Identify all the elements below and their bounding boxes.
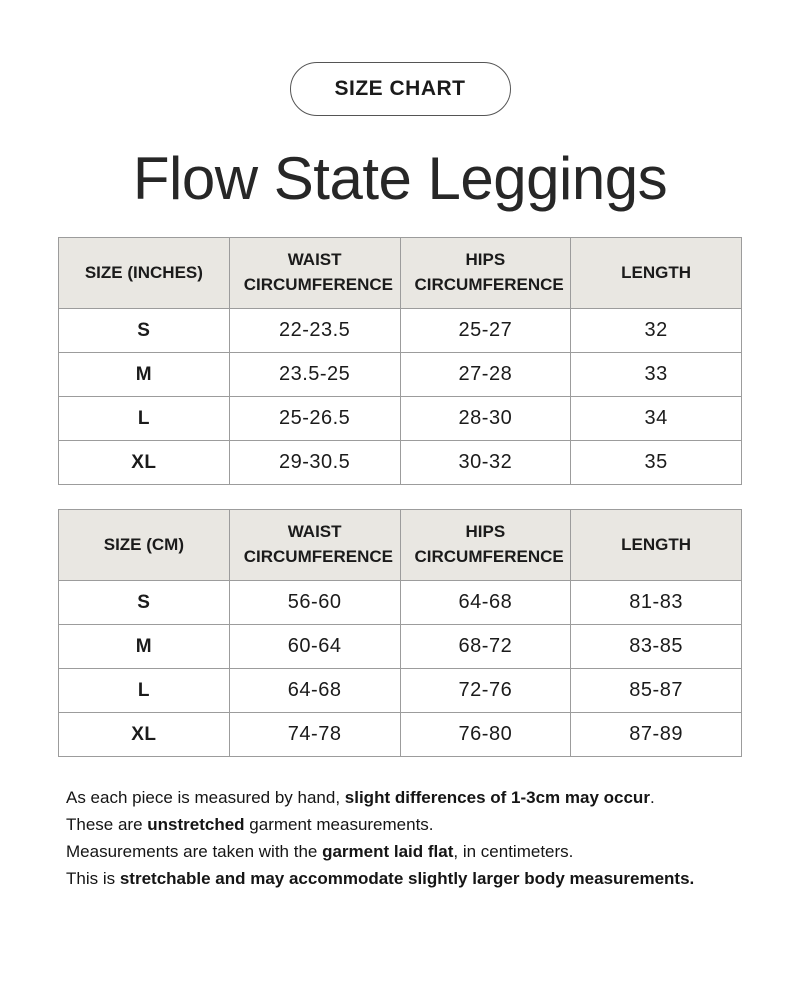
- value-cell: 29-30.5: [229, 441, 400, 485]
- note-text: , in centimeters.: [453, 842, 574, 861]
- note-text: These are: [66, 815, 148, 834]
- size-cell: L: [59, 669, 230, 713]
- value-cell: 35: [571, 441, 742, 485]
- note-bold-text: stretchable and may accommodate slightly larger body measurements.: [119, 869, 695, 888]
- value-cell: 25-26.5: [229, 397, 400, 441]
- header-row: [59, 510, 742, 581]
- value-cell: 60-64: [229, 625, 400, 669]
- size-cell: S: [59, 581, 230, 625]
- size-cell: S: [59, 309, 230, 353]
- value-cell: 74-78: [229, 713, 400, 757]
- value-cell: 87-89: [571, 713, 742, 757]
- value-cell: 76-80: [400, 713, 571, 757]
- header-row: [59, 238, 742, 309]
- header-cell: LENGTH: [571, 238, 742, 309]
- value-cell: 25-27: [400, 309, 571, 353]
- value-cell: 27-28: [400, 353, 571, 397]
- value-cell: 64-68: [400, 581, 571, 625]
- note-bold-text: slight differences of 1-3cm may occur: [344, 788, 650, 807]
- header-cell: SIZE (INCHES): [59, 238, 230, 309]
- value-cell: 22-23.5: [229, 309, 400, 353]
- note-text: .: [649, 788, 655, 807]
- header-cell: HIPS CIRCUMFERENCE: [400, 510, 571, 581]
- value-cell: 68-72: [400, 625, 571, 669]
- value-cell: 23.5-25: [229, 353, 400, 397]
- value-cell: 56-60: [229, 581, 400, 625]
- size-cell: XL: [59, 713, 230, 757]
- value-cell: 32: [571, 309, 742, 353]
- value-cell: 33: [571, 353, 742, 397]
- size-cell: M: [59, 353, 230, 397]
- header-cell: HIPS CIRCUMFERENCE: [400, 238, 571, 309]
- page-title: Flow State Leggings: [132, 145, 668, 212]
- size-chart-badge: [290, 62, 511, 116]
- table-row: [59, 669, 742, 713]
- size-cell: L: [59, 397, 230, 441]
- size-table-cm: [58, 509, 742, 757]
- header-cell: WAIST CIRCUMFERENCE: [229, 238, 400, 309]
- table-row: [59, 397, 742, 441]
- note-text: This is: [66, 869, 120, 888]
- header-cell: SIZE (CM): [59, 510, 230, 581]
- header-cell: WAIST CIRCUMFERENCE: [229, 510, 400, 581]
- value-cell: 28-30: [400, 397, 571, 441]
- note-bold-text: unstretched: [147, 815, 245, 834]
- table-row: [59, 581, 742, 625]
- value-cell: 85-87: [571, 669, 742, 713]
- value-cell: 64-68: [229, 669, 400, 713]
- note-bold-text: garment laid flat: [322, 842, 454, 861]
- table-row: [59, 713, 742, 757]
- size-cell: M: [59, 625, 230, 669]
- note-text: As each piece is measured by hand,: [66, 788, 345, 807]
- note-line: [66, 866, 742, 892]
- measurement-notes: [58, 785, 742, 892]
- size-cell: XL: [59, 441, 230, 485]
- note-text: Measurements are taken with the: [66, 842, 323, 861]
- value-cell: 83-85: [571, 625, 742, 669]
- size-chart-badge-label: SIZE CHART: [334, 77, 466, 100]
- value-cell: 30-32: [400, 441, 571, 485]
- size-table-inches: [58, 237, 742, 485]
- note-line: [66, 839, 742, 865]
- header-cell: LENGTH: [571, 510, 742, 581]
- note-line: [66, 785, 742, 811]
- table-row: [59, 309, 742, 353]
- table-row: [59, 353, 742, 397]
- value-cell: 72-76: [400, 669, 571, 713]
- note-text: garment measurements.: [244, 815, 434, 834]
- table-row: [59, 441, 742, 485]
- badge-container: [58, 62, 742, 116]
- note-line: [66, 812, 742, 838]
- value-cell: 34: [571, 397, 742, 441]
- table-row: [59, 625, 742, 669]
- value-cell: 81-83: [571, 581, 742, 625]
